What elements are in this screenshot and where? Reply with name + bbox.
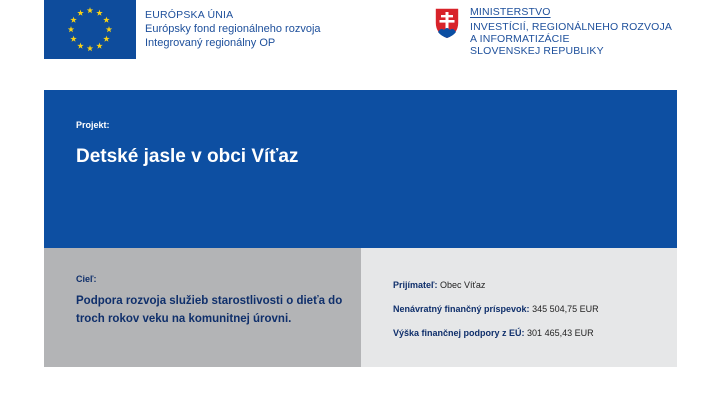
eu-logo-text (145, 8, 321, 50)
eu-star-icon (70, 36, 76, 42)
eu-flag-icon (44, 0, 136, 59)
goal-label: Cieľ: (76, 274, 97, 284)
eu-star-icon (87, 45, 93, 51)
project-title: Detské jasle v obci Víťaz (76, 146, 299, 167)
eu-support-label: Výška finančnej podpory z EÚ: (393, 328, 525, 338)
eu-star-icon (103, 17, 109, 23)
eu-title: EURÓPSKA ÚNIA (145, 9, 234, 21)
eu-star-icon (96, 43, 102, 49)
eu-star-icon (87, 7, 93, 13)
header (0, 0, 720, 90)
grant-row (393, 304, 599, 314)
project-label: Projekt: (76, 120, 110, 130)
eu-star-icon (77, 43, 83, 49)
eu-fund-line: Európsky fond regionálneho rozvoja (145, 23, 321, 35)
goal-text: Podpora rozvoja služieb starostlivosti o dieťa do troch rokov veku na komunitnej úrovni. (76, 295, 343, 325)
eu-star-icon (77, 10, 83, 16)
recipient-row (393, 280, 485, 290)
recipient-label: Prijímateľ: (393, 280, 438, 290)
ministry-line-1: MINISTERSTVO (470, 6, 551, 18)
ministry-line-3: A INFORMATIZÁCIE (470, 33, 570, 45)
eu-star-icon (68, 26, 74, 32)
ministry-logo-text (470, 6, 672, 57)
eu-star-icon (106, 26, 112, 32)
eu-star-icon (96, 10, 102, 16)
slovak-coat-of-arms-icon (433, 6, 461, 40)
grant-label: Nenávratný finančný príspevok: (393, 304, 530, 314)
eu-star-icon (70, 17, 76, 23)
recipient-value: Obec Víťaz (440, 280, 486, 290)
funding-info-panel (361, 248, 677, 367)
eu-support-value: 301 465,43 EUR (527, 328, 594, 338)
ministry-line-4: SLOVENSKEJ REPUBLIKY (470, 45, 604, 57)
ministry-line-2: INVESTÍCIÍ, REGIONÁLNEHO ROZVOJA (470, 21, 672, 33)
project-panel (44, 90, 677, 248)
grant-value: 345 504,75 EUR (532, 304, 599, 314)
eu-program-line: Integrovaný regionálny OP (145, 37, 276, 49)
eu-support-row (393, 328, 594, 338)
eu-star-icon (103, 36, 109, 42)
goal-panel (44, 248, 361, 367)
